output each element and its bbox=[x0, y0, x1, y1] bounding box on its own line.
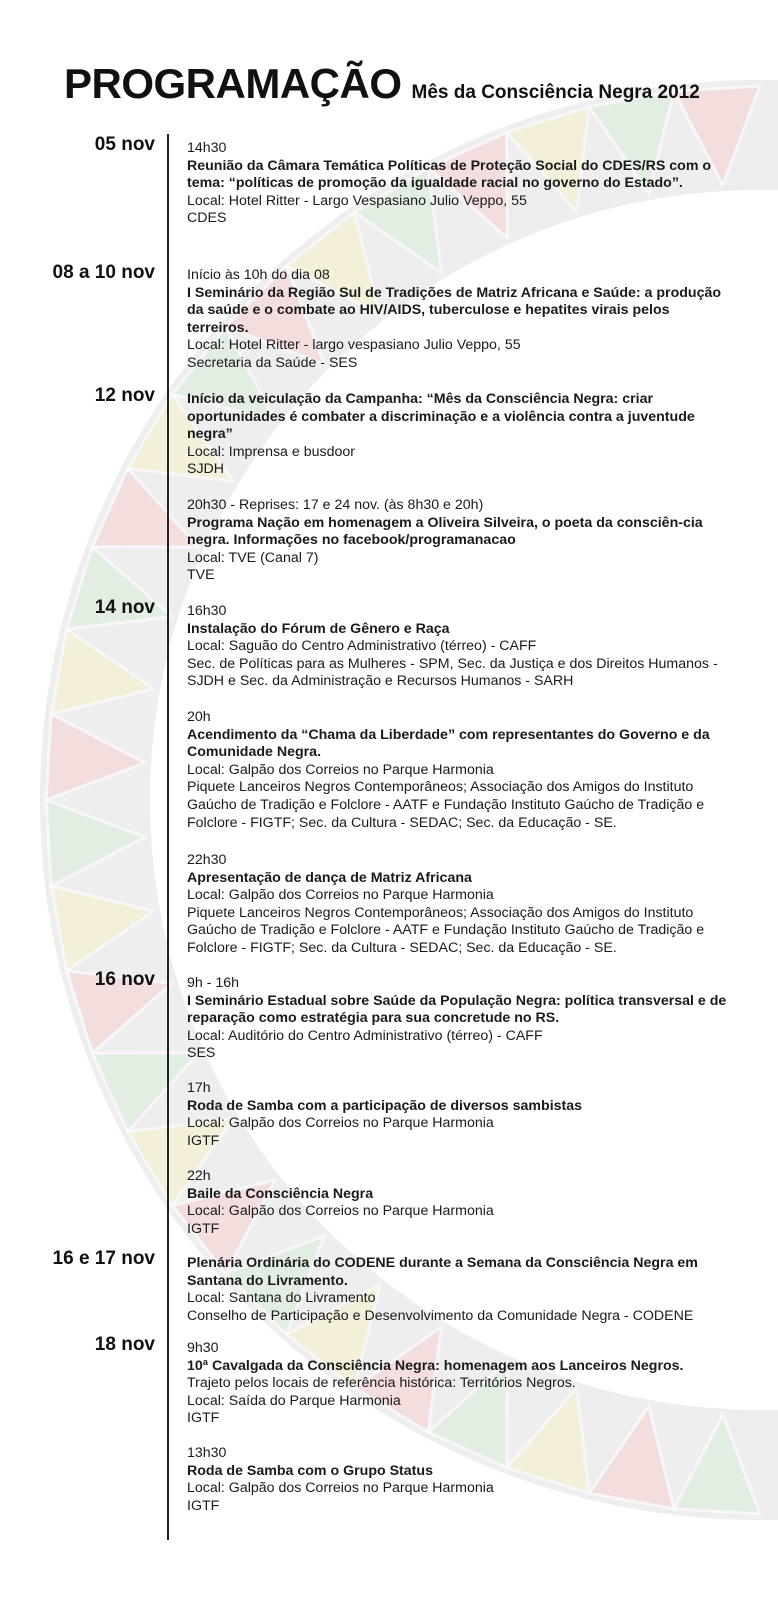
event-detail: CDES bbox=[187, 210, 227, 227]
event-title: Baile da Consciência Negra bbox=[187, 1185, 374, 1202]
event-detail: Local: Galpão dos Correios no Parque Harmonia bbox=[187, 1203, 494, 1220]
event-title: 10ª Cavalgada da Consciência Negra: homenagem aos Lanceiros Negros. bbox=[187, 1357, 684, 1374]
event-time: 13h30 bbox=[187, 1445, 227, 1461]
event-detail: TVE bbox=[187, 567, 215, 584]
event-detail: SES bbox=[187, 1045, 216, 1062]
event-entry bbox=[187, 709, 732, 832]
event-detail: Local: Saída do Parque Harmonia bbox=[187, 1392, 401, 1409]
event-entry bbox=[187, 1445, 732, 1515]
event-entry bbox=[187, 852, 732, 958]
event-detail: Secretaria da Saúde - SES bbox=[187, 354, 358, 371]
event-detail: IGTF bbox=[187, 1220, 220, 1237]
event-time: 9h30 bbox=[187, 1340, 219, 1356]
event-detail: Local: Imprensa e busdoor bbox=[187, 443, 355, 460]
event-detail: Local: Hotel Ritter - Largo Vespasiano Julio Veppo, 55 bbox=[187, 192, 527, 209]
page-subtitle: Mês da Consciência Negra 2012 bbox=[411, 82, 700, 103]
event-title: Roda de Samba com o Grupo Status bbox=[187, 1462, 433, 1479]
event-time: Início às 10h do dia 08 bbox=[187, 267, 330, 283]
event-detail: Local: Santana do Livramento bbox=[187, 1290, 376, 1307]
event-entry bbox=[187, 140, 732, 228]
event-entry bbox=[187, 1168, 732, 1238]
date-label: 05 nov bbox=[94, 134, 155, 155]
date-label: 18 nov bbox=[94, 1334, 155, 1355]
event-detail: Local: Galpão dos Correios no Parque Harmonia bbox=[187, 887, 494, 904]
event-entry bbox=[187, 975, 732, 1063]
event-title: Acendimento da “Chama da Liberdade” com representantes do Governo e da Comunidade Negra. bbox=[187, 726, 710, 761]
timeline-divider bbox=[167, 134, 169, 1540]
event-title: Início da veiculação da Campanha: “Mês da Consciência Negra: criar oportunidades é combater a discriminação e a violência contra a juventude negra” bbox=[187, 391, 695, 443]
page-title: PROGRAMAÇÃO bbox=[64, 60, 402, 107]
event-detail: IGTF bbox=[187, 1410, 220, 1427]
event-title: Instalação do Fórum de Gênero e Raça bbox=[187, 620, 450, 637]
event-detail: SJDH bbox=[187, 461, 225, 478]
date-label: 14 nov bbox=[94, 597, 155, 618]
event-entry bbox=[187, 1340, 732, 1428]
event-detail: Trajeto pelos locais de referência histórica: Territórios Negros. bbox=[187, 1375, 576, 1392]
date-label: 08 a 10 nov bbox=[52, 262, 155, 283]
event-detail: Local: TVE (Canal 7) bbox=[187, 549, 319, 566]
event-detail: Local: Galpão dos Correios no Parque Harmonia bbox=[187, 1115, 494, 1132]
event-time: 14h30 bbox=[187, 140, 227, 156]
event-detail: Local: Galpão dos Correios no Parque Harmonia bbox=[187, 1480, 494, 1497]
event-entry bbox=[187, 267, 732, 373]
event-detail: IGTF bbox=[187, 1497, 220, 1514]
event-detail: IGTF bbox=[187, 1132, 220, 1149]
event-time: 17h bbox=[187, 1080, 211, 1096]
event-detail: Local: Hotel Ritter - largo vespasiano Julio Veppo, 55 bbox=[187, 337, 521, 354]
event-detail: Piquete Lanceiros Negros Contemporâneos; Associação dos Amigos do Instituto Gaúcho de Tradição e Folclore - AATF e Fundação Instituto Gaúcho de Tradição e Folclore - FIGTF; Sec. da Cultura - SEDAC; Sec. da Educação - SE. bbox=[187, 904, 705, 956]
event-detail: Sec. de Políticas para as Mulheres - SPM, Sec. da Justiça e dos Direitos Humanos - SJDH e Sec. da Administração e Recursos Humanos - SARH bbox=[187, 655, 718, 690]
event-title: Reunião da Câmara Temática Políticas de Proteção Social do CDES/RS com o tema: “políticas de promoção da igualdade racial no governo do Estado”. bbox=[187, 157, 712, 192]
event-time: 22h bbox=[187, 1168, 211, 1184]
event-detail: Conselho de Participação e Desenvolvimento da Comunidade Negra - CODENE bbox=[187, 1307, 694, 1324]
event-title: Roda de Samba com a participação de diversos sambistas bbox=[187, 1097, 583, 1114]
event-entry bbox=[187, 603, 732, 691]
date-label: 16 e 17 nov bbox=[52, 1248, 155, 1269]
event-time: 20h bbox=[187, 709, 211, 725]
event-entry bbox=[187, 1255, 732, 1325]
event-time: 16h30 bbox=[187, 603, 227, 619]
event-detail: Piquete Lanceiros Negros Contemporâneos; Associação dos Amigos do Instituto Gaúcho de Tradição e Folclore - AATF e Fundação Instituto Gaúcho de Tradição e Folclore - FIGTF; Sec. da Cultura - SEDAC; Sec. da Educação - SE. bbox=[187, 779, 705, 831]
event-entry bbox=[187, 497, 732, 585]
event-title: Apresentação de dança de Matriz Africana bbox=[187, 869, 472, 886]
date-label: 12 nov bbox=[94, 385, 155, 406]
event-title: Plenária Ordinária do CODENE durante a Semana da Consciência Negra em Santana do Livramento. bbox=[187, 1255, 698, 1289]
event-title: I Seminário Estadual sobre Saúde da População Negra: política transversal e de reparação como estratégia para sua concretude no RS. bbox=[187, 992, 727, 1027]
event-entry bbox=[187, 1080, 732, 1150]
date-label: 16 nov bbox=[94, 969, 155, 990]
event-time: 20h30 - Reprises: 17 e 24 nov. (às 8h30 e 20h) bbox=[187, 497, 484, 513]
event-time: 9h - 16h bbox=[187, 975, 240, 991]
page-header bbox=[64, 60, 700, 108]
event-title: I Seminário da Região Sul de Tradições de Matriz Africana e Saúde: a produção da saúde e o combate ao HIV/AIDS, tuberculose e hepatites virais pelos terreiros. bbox=[187, 284, 722, 336]
event-title: Programa Nação em homenagem a Oliveira Silveira, o poeta da consciên-cia negra. Informações no facebook/programanacao bbox=[187, 514, 703, 549]
event-detail: Local: Galpão dos Correios no Parque Harmonia bbox=[187, 761, 494, 778]
event-time: 22h30 bbox=[187, 852, 227, 868]
event-entry bbox=[187, 391, 732, 479]
event-detail: Local: Auditório do Centro Administrativo (térreo) - CAFF bbox=[187, 1027, 543, 1044]
event-detail: Local: Saguão do Centro Administrativo (térreo) - CAFF bbox=[187, 638, 537, 655]
